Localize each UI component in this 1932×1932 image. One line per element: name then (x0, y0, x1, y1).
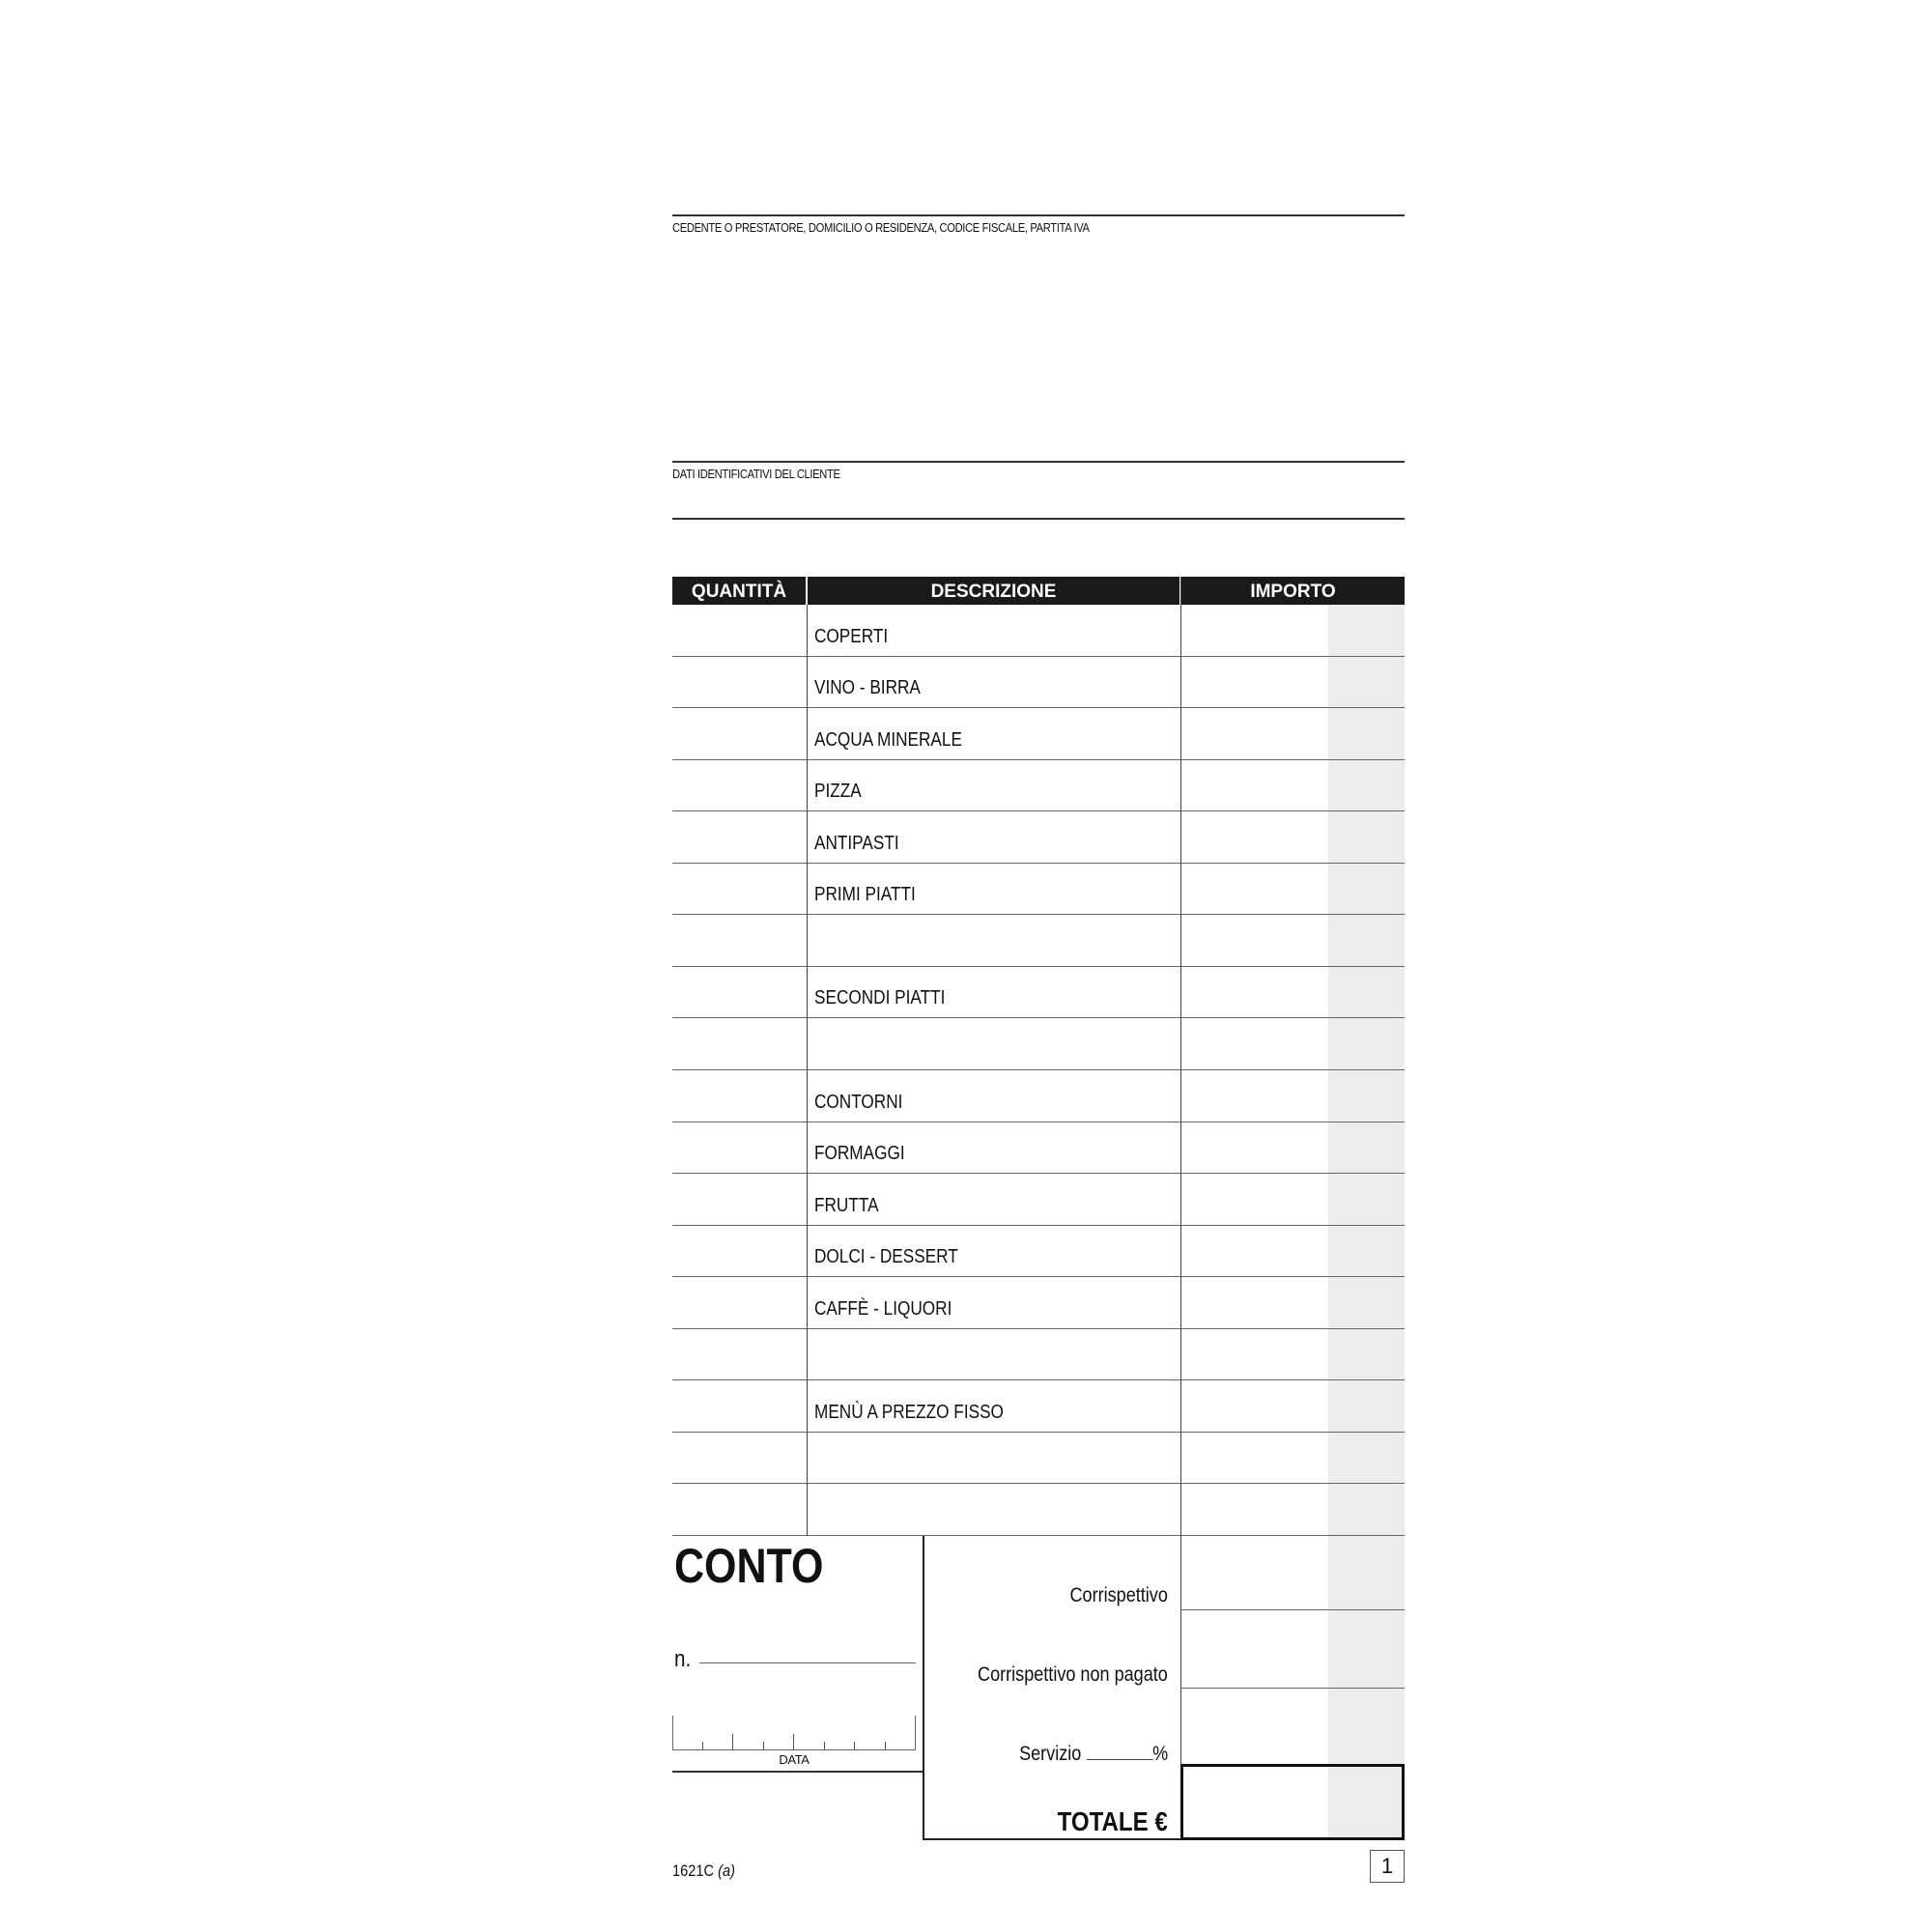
servizio-percent-sign: % (1151, 1743, 1168, 1765)
servizio-label-text: Servizio (1018, 1743, 1082, 1765)
copy-number-box (1370, 1850, 1405, 1883)
row-description-text: FRUTTA (814, 1194, 879, 1216)
client-field[interactable] (672, 483, 1405, 516)
table-row[interactable] (672, 1174, 1405, 1226)
column-header-text: IMPORTO (1250, 582, 1336, 602)
labels-box (923, 1536, 1180, 1840)
table-row[interactable] (672, 1484, 1405, 1536)
totale-field[interactable] (1180, 1764, 1405, 1840)
table-row[interactable] (672, 605, 1405, 657)
row-description-text: CAFFÈ - LIQUORI (814, 1297, 952, 1320)
row-description (814, 1195, 889, 1217)
number-label (674, 1646, 694, 1673)
non-pagato-field[interactable] (1180, 1611, 1405, 1687)
row-description (814, 781, 869, 803)
seller-field[interactable] (672, 232, 1405, 458)
date-tick (885, 1742, 886, 1749)
servizio-percent-field[interactable] (1086, 1742, 1152, 1760)
client-line (672, 461, 1405, 463)
date-tick (793, 1734, 794, 1749)
table-row[interactable] (672, 967, 1405, 1019)
row-description (814, 884, 932, 906)
row-description-text: CONTORNI (814, 1091, 903, 1113)
corrispettivo-label (1054, 1584, 1168, 1607)
corrispettivo-line (1180, 1609, 1405, 1610)
non-pagato-line (1180, 1688, 1405, 1689)
date-tick (824, 1742, 825, 1749)
conto-title (674, 1538, 848, 1594)
row-description-text: VINO - BIRRA (814, 677, 921, 699)
row-description-text: ANTIPASTI (814, 832, 899, 854)
row-description (814, 833, 913, 855)
table-row[interactable] (672, 864, 1405, 916)
column-header-text: DESCRIZIONE (930, 582, 1057, 602)
table-row[interactable] (672, 1018, 1405, 1070)
table-row[interactable] (672, 1277, 1405, 1329)
row-description-text: PIZZA (814, 781, 862, 803)
row-description (814, 1246, 981, 1268)
table-row[interactable] (672, 915, 1405, 967)
totale-label-text: TOTALE € (1057, 1806, 1168, 1836)
date-tick (702, 1742, 703, 1749)
date-label-text: DATA (779, 1752, 810, 1767)
conto-title-text: CONTO (674, 1539, 824, 1593)
row-description-text: PRIMI PIATTI (814, 884, 916, 906)
form-code-text: 1621C (672, 1861, 715, 1880)
row-description (814, 987, 966, 1009)
row-description (814, 729, 986, 752)
row-description (814, 677, 938, 699)
column-divider (807, 605, 808, 1536)
table-row[interactable] (672, 1070, 1405, 1122)
number-field[interactable] (699, 1662, 916, 1663)
table-row[interactable] (672, 1380, 1405, 1433)
seller-line (672, 214, 1405, 216)
date-field[interactable] (672, 1716, 916, 1750)
copy-number: 1 (1380, 1854, 1394, 1878)
table-row[interactable] (672, 1433, 1405, 1485)
date-bottom-line (672, 1771, 923, 1773)
servizio-label (995, 1742, 1168, 1766)
number-label-text: n. (674, 1646, 692, 1672)
table-row[interactable] (672, 708, 1405, 760)
row-description (814, 1298, 975, 1321)
row-description (814, 1092, 917, 1114)
form-code (672, 1861, 746, 1881)
column-header-importo (1181, 577, 1405, 605)
totale-label (1039, 1806, 1168, 1837)
column-header-text: QUANTITÀ (691, 582, 787, 602)
row-description (814, 1143, 920, 1165)
row-description-text: MENÙ A PREZZO FISSO (814, 1401, 1004, 1423)
seller-label-text: CEDENTE O PRESTATORE, DOMICILIO O RESIDENZA, CODICE FISCALE, PARTITA IVA (672, 220, 1090, 235)
non-pagato-label (947, 1663, 1168, 1687)
row-description-text: DOLCI - DESSERT (814, 1246, 958, 1268)
row-description-text: COPERTI (814, 625, 889, 647)
table-row[interactable] (672, 1122, 1405, 1175)
row-description (814, 1402, 1035, 1424)
table-row[interactable] (672, 657, 1405, 709)
table-row[interactable] (672, 760, 1405, 812)
column-header-descrizione (808, 577, 1179, 605)
row-description-text: SECONDI PIATTI (814, 987, 946, 1009)
servizio-field[interactable] (1180, 1690, 1405, 1763)
corrispettivo-label-text: Corrispettivo (1069, 1584, 1168, 1606)
row-description (814, 626, 900, 648)
table-row[interactable] (672, 811, 1405, 864)
row-description-text: FORMAGGI (814, 1143, 905, 1165)
client-label-text: DATI IDENTIFICATIVI DEL CLIENTE (672, 467, 840, 481)
client-label (672, 467, 867, 481)
form-variant: (a) (718, 1861, 736, 1880)
column-header-quantita (672, 577, 806, 605)
non-pagato-label-text: Corrispettivo non pagato (978, 1663, 1168, 1686)
corrispettivo-field[interactable] (1180, 1536, 1405, 1609)
row-description-text: ACQUA MINERALE (814, 728, 962, 751)
date-tick (763, 1742, 764, 1749)
table-row[interactable] (672, 1226, 1405, 1278)
client-bottom-line (672, 518, 1405, 520)
date-label (672, 1752, 916, 1767)
date-tick (732, 1734, 733, 1749)
table-row[interactable] (672, 1329, 1405, 1381)
date-tick (854, 1742, 855, 1749)
